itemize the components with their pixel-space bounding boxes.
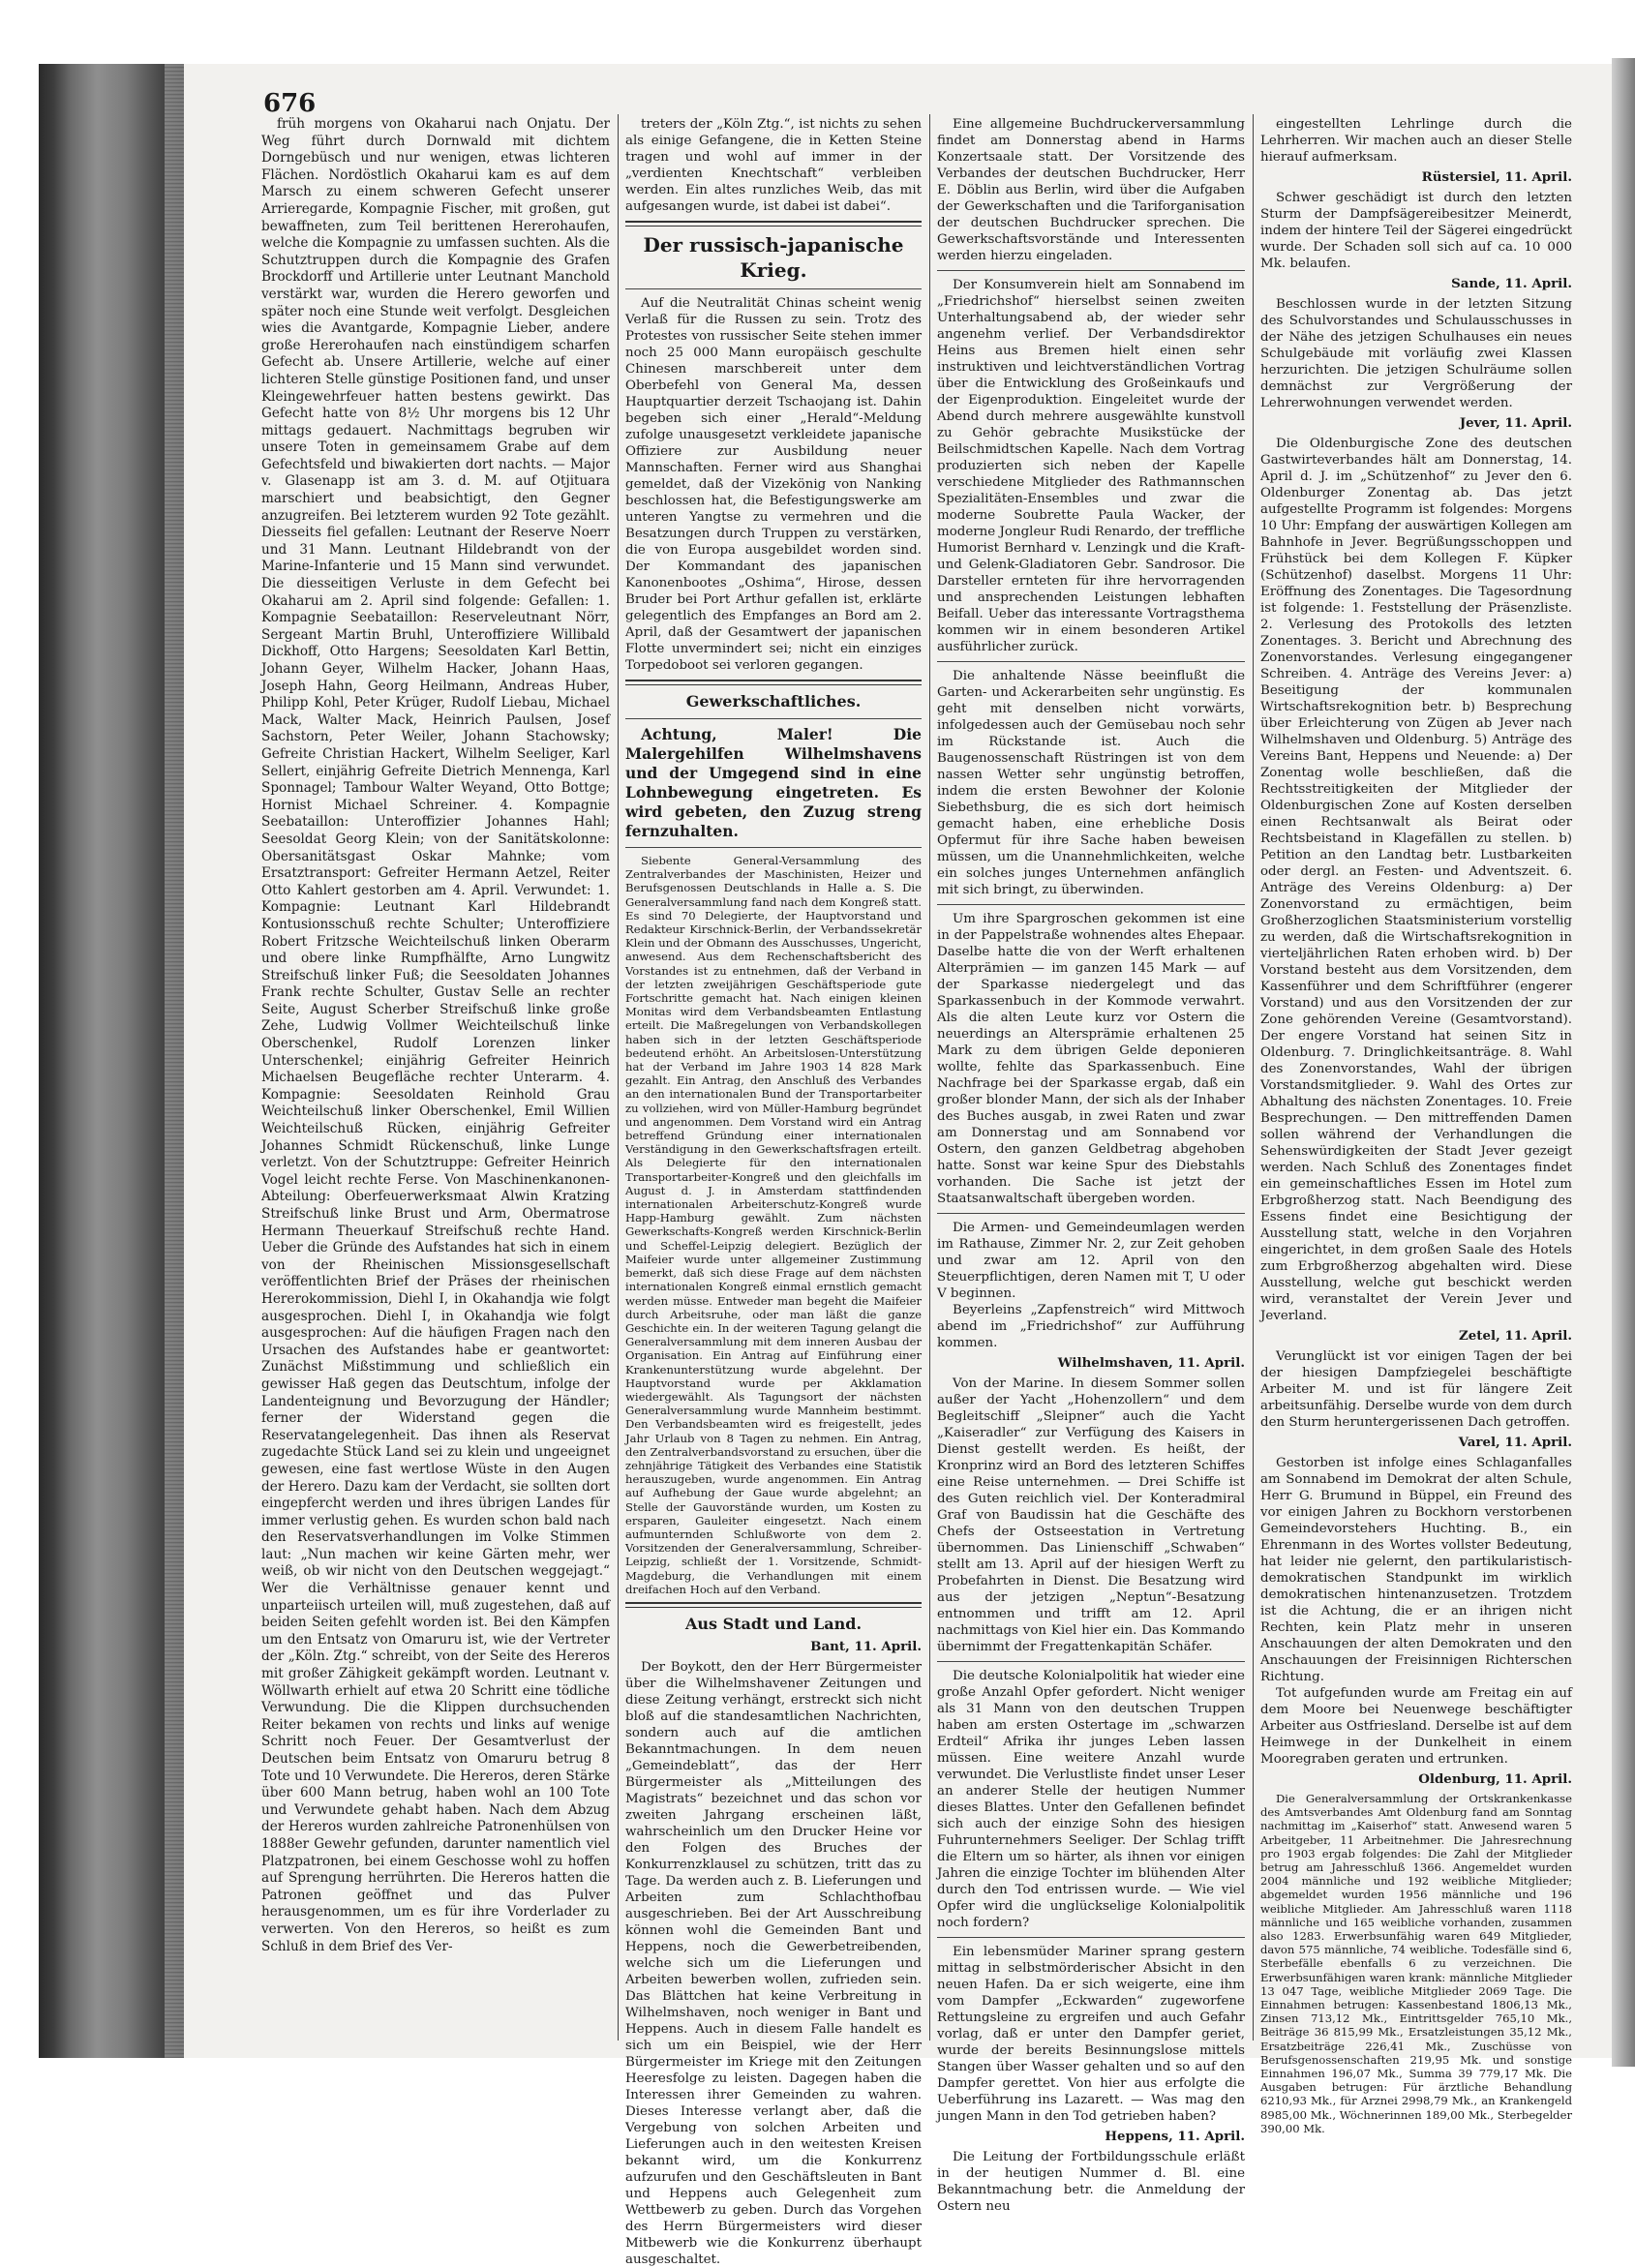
article-schule: Beschlossen wurde in der letzten Sitzung des Schulvorstandes und Schulausschusses in der Nähe des jetzigen Schulhauses ein neues Schulgebäude mit vorläufig zwei Klassen herzurichten. Die jetzigen Schulräume sollen demnächst zur Vergrößerung der Lehrerwohnungen verwendet werden.	[1260, 297, 1572, 410]
article-mariner: Ein lebensmüder Mariner sprang gestern mittag in selbstmörderischer Absicht in den neuen Hafen. Da er sich weigerte, eine ihm vom Dampfer „Eckwarden“ zugeworfene Rettungsleine zu ergreifen und auch Gefahr vorlag, daß er unter den Dampfer geriet, wurde der bereits Besinnungslose mittels Stangen über Wasser gehalten und so auf den Dampfer gerettet. Von hier aus erfolgte die Ueberführung ins Lazarett. — Was mag den jungen Mann in den Tod getrieben haben?	[937, 1945, 1245, 2124]
article-verungluekt: Verunglückt ist vor einigen Tagen der bei der hiesigen Dampfziegelei beschäftigte Arbeiter M. und ist für längere Zeit arbeitsunfähig. Derselbe wurde von dem durch den Sturm heruntergerissenen Dach getroffen.	[1260, 1349, 1572, 1430]
separator	[937, 661, 1245, 662]
article-sturm: Schwer geschädigt ist durch den letzten Sturm der Dampfsägereibesitzer Meinerdt, indem der hintere Teil der Sägerei eingedrückt wurde. Der Schaden soll sich auf ca. 10 000 Mk. belaufen.	[1260, 191, 1572, 271]
dateline-jever: Jever, 11. April.	[1459, 415, 1572, 431]
article-tot-aufgefunden: Tot aufgefunden wurde am Freitag ein auf dem Moore bei Neuenwege beschäftigter Arbeiter aus Ostfriesland. Derselbe ist auf dem Heimwege in der Dunkelheit in einem Mooregraben geraten und ertrunken.	[1260, 1686, 1572, 1767]
dateline-oldenburg: Oldenburg, 11. April.	[1418, 1771, 1572, 1787]
section-heading-war: Der russisch-japanische Krieg.	[643, 233, 904, 282]
page-number: 676	[263, 89, 317, 118]
article-gestorben: Gestorben ist infolge eines Schlaganfalles am Sonnabend im Demokrat der alten Schule, Herr G. Brumund in Büppel, ein Freund des vor einigen Jahren zu Bockhorn verstorbenen Gemeindevorstehers Huchting. B., ein Ehrenmann in des Wortes vollster Bedeutung, hat leider nie gelernt, den partikularistisch-demokratischen Standpunkt im wirklich demokratischen hintenanzusetzen. Trotzdem ist die Achtung, die er an ihrigen nicht Rechten, kein Platz mehr in unseren Anschauungen der alten Demokraten und den Anschauungen der Freisinnigen Richterschen Richtung.	[1260, 1456, 1572, 1684]
heading-rule	[625, 288, 922, 289]
separator	[937, 1213, 1245, 1214]
column-rule-2	[929, 114, 930, 2041]
dateline-heppens: Heppens, 11. April.	[1105, 2129, 1245, 2144]
war-article-text: Auf die Neutralität Chinas scheint wenig Verlaß für die Russen zu sein. Trotz des Protestes von russischer Seite stehen immer noch 25 000 Mann europäisch geschulte Chinesen marschbereit unter dem Oberbefehl von General Ma, dessen Hauptquartier derzeit Tschaojang ist. Dahin begeben sich einer „Herald“-Meldung zufolge unausgesetzt verkleidete japanische Offiziere zur Ausbildung neuer Mannschaften. Ferner wird aus Shanghai gemeldet, daß der Vizekönig von Nanking beschlossen hat, die Befestigungswerke am unteren Yangtse zu vermehren und die Besatzungen durch Truppen zu verstärken, die von Europa ausgebildet worden sind. Der Kommandant des japanischen Kanonenbootes „Oshima“, Hirose, dessen Bruder bei Port Arthur gefallen ist, erklärte gelegentlich des Empfanges an Bord am 2. April, daß der Gesamtwert der japanischen Flotte unvermindert sei; nicht ein einziges Torpedoboot sei verloren gegangen.	[625, 296, 922, 673]
column-rule-3	[1253, 114, 1254, 2041]
dateline-bant: Bant, 11. April.	[810, 1638, 922, 1654]
dateline-varel: Varel, 11. April.	[1458, 1435, 1572, 1450]
column-3	[937, 116, 1245, 2214]
article-spargroschen: Um ihre Spargroschen gekommen ist eine in der Pappelstraße wohnendes altes Ehepaar. Daselbe hatte die von der Werft erhaltenen Alterprämien — im ganzen 145 Mark — auf der Sparkasse niedergelegt und das Sparkassenbuch in der Kommode verwahrt. Als die alten Leute kurz vor Ostern die neuerdings an Altersprämie erhaltenen 25 Mark zu dem übrigen Gelde deponieren wollte, fehlte das Sparkassenbuch. Eine Nachfrage bei der Sparkasse ergab, daß ein großer blonder Mann, der sich als der Inhaber des Buches ausgab, in zwei Raten und zwar am Donnerstag und am Sonnabend vor Ostern, den ganzen Geldbetrag abgehoben hatte. Sonst war keine Spur des Diebstahls vorhanden. Die Sache ist jetzt der Staatsanwaltschaft übergeben worden.	[937, 912, 1245, 1206]
article-naesse: Die anhaltende Nässe beeinflußt die Garten- und Ackerarbeiten sehr ungünstig. Es geht mit denselben nicht vorwärts, infolgedessen auch der Gemüsebau noch sehr im Rückstande ist. Auch die Baugenossenschaft Rüstringen ist von dem nassen Wetter sehr ungünstig betroffen, indem die ersten Bewohner der Kolonie Siebethsburg, die es sich dort heimisch gemacht haben, eine erhebliche Dosis Opfermut für ihre Sache haben beweisen müssen, um die Unannehmlichkeiten, welche ein solches junges Unternehmen anfänglich mit sich bringt, zu überwinden.	[937, 669, 1245, 897]
right-page-shadow	[1612, 58, 1635, 2067]
article-zapfenstreich: Beyerleins „Zapfenstreich“ wird Mittwoch abend im „Friedrichshof“ zur Aufführung kommen.	[937, 1303, 1245, 1350]
section-divider	[625, 1602, 922, 1608]
column-4	[1260, 116, 1572, 2135]
section-heading-union: Gewerkschaftliches.	[685, 692, 862, 711]
section-divider	[625, 221, 922, 227]
column-2-intro: treters der „Köln Ztg.“, ist nichts zu sehen als einige Gefangene, die in Ketten Steine tragen und wohl auf immer in der „verdienten Knechtschaft“ verbleiben werden. Ein altes runzliches Weib, das mit aufgesangen wurde, ist dabei ist dabei“.	[625, 117, 922, 214]
union-alert-text: Achtung, Maler! Die Malergehilfen Wilhelmshavens und der Umgegend sind in eine Lohnbewegung eingetreten. Es wird gebeten, den Zuzug streng fernzuhalten.	[625, 725, 922, 840]
section-heading-local: Aus Stadt und Land.	[684, 1614, 863, 1633]
union-article-text: Siebente General-Versammlung des Zentralverbandes der Maschinisten, Heizer und Berufsgenossen Deutschlands in Halle a. S. Die Generalversammlung fand nach dem Kongreß statt. Es sind 70 Delegierte, der Hauptvorstand und Redakteur Kirschnick-Berlin, der Verbandssekretär Klein und der Obmann des Ausschusses, Ungericht, anwesend. Aus dem Rechenschaftsbericht des Vorstandes ist zu entnehmen, daß der Verband in der letzten zweijährigen Geschäftsperiode gute Fortschritte gemacht hat. Nach einigen kleinen Monitas wird dem Verbandsbeamten Entlastung erteilt. Die Maßregelungen von Verbandskollegen haben sich in der letzten Geschäftsperiode bedeutend erhöht. An Arbeitslosen-Unterstützung hat der Verband im Jahre 1903 14 828 Mark gezahlt. Ein Antrag, den Anschluß des Verbandes an den internationalen Bund der Transportarbeiter zu vollziehen, wird von Müller-Hamburg begründet und angenommen. Dem Vorstand wird ein Antrag betreffend Gründung einer internationalen Verständigung in den Gewerkschaftsfragen erteilt. Als Delegierte für den internationalen Transportarbeiter-Kongreß und den gleichfalls im August d. J. in Amsterdam stattfindenden internationalen Arbeiterschutz-Kongreß wurde Happ-Hamburg gewählt. Zum nächsten Gewerkschafts-Kongreß werden Kirschnick-Berlin und Scheffel-Leipzig delegiert. Bezüglich der Maifeier wurde unter allgemeiner Zustimmung bemerkt, daß sich diese Frage auf dem nächsten internationalen Kongreß einmal ernstlich gemacht werden müsse. Entweder man begeht die Maifeier durch Arbeitsruhe, oder man läßt die ganze Geschichte ein. In der weiteren Tagung gelangt die Generalversammlung mit dem inneren Ausbau der Organisation. Ein Antrag auf Einführung einer Krankenunterstützung wurde abgelehnt. Der Hauptvorstand wurde per Akklamation wiedergewählt. Als Tagungsort der nächsten Generalversammlung wurde Mannheim bestimmt. Den Verbandsbeamten wird es freigestellt, jedes Jahr Urlaub von 8 Tagen zu nehmen. Ein Antrag, den Zentralverbandsvorstand zu ersuchen, über die zehnjährige Tätigkeit des Verbandes eine Statistik herauszugeben, wurde angenommen. Ein Antrag auf Aufhebung der Gaue wurde abgelehnt; an Stelle der Gauvorstände wurden, um Kosten zu ersparen, Gauleiter eingesetzt. Nach einem aufmunternden Schlußworte von dem 2. Vorsitzenden der Generalversammlung, Schreiber-Leipzig, schließt der 1. Vorsitzende, Schmidt-Magdeburg, die Verhandlungen mit einem dreifachen Hoch auf den Verband.	[625, 854, 922, 1596]
article-buchdrucker: Eine allgemeine Buchdruckerversammlung findet am Donnerstag abend in Harms Konzertsaale statt. Der Vorsitzende des Verbandes der deutschen Buchdrucker, Herr E. Döblin aus Berlin, wird über die Aufgaben der Gewerkschaften und die Tariforganisation der deutschen Buchdrucker sprechen. Die Gewerkschaftsvorstände und Interessenten werden hierzu eingeladen.	[937, 117, 1245, 263]
dateline-sande: Sande, 11. April.	[1451, 276, 1572, 291]
separator	[625, 847, 922, 848]
dateline-ruestersiel: Rüstersiel, 11. April.	[1421, 169, 1572, 185]
dateline-zetel: Zetel, 11. April.	[1458, 1328, 1572, 1344]
article-ortskrankenkasse: Die Generalversammlung der Ortskrankenkasse des Amtsverbandes Amt Oldenburg fand am Sonntag nachmittag im „Kaiserhof“ statt. Anwesend waren 5 Arbeitgeber, 11 Arbeitnehmer. Die Jahresrechnung pro 1903 ergab folgendes: Die Zahl der Mitglieder betrug am Jahresschluß 1366. Angemeldet wurden 2004 männliche und 192 weibliche Mitglieder; abgemeldet wurden 1956 männliche und 196 weibliche Mitglieder. Am Jahresschluß waren 1118 männliche und 165 weibliche vorhanden, zusammen also 1283. Erwerbsunfähig waren 649 Mitglieder, davon 575 männliche, 74 weibliche. Todesfälle sind 6, Sterbefälle ebenfalls 6 zu verzeichnen. Die Erwerbsunfähigen waren krank: männliche Mitglieder 13 047 Tage, weibliche Mitglieder 2069 Tage. Die Einnahmen betrugen: Kassenbestand 1806,13 Mk., Zinsen 713,12 Mk., Eintrittsgelder 765,10 Mk., Beiträge 36 815,99 Mk., Ersatzleistungen 35,12 Mk., Ersatzbeiträge 226,41 Mk., Zuschüsse von Berufsgenossenschaften 219,95 Mk. und sonstige Einnahmen 196,07 Mk., Summa 39 779,17 Mk. Die Ausgaben betrugen: Für ärztliche Behandlung 6210,93 Mk., für Arznei 2998,79 Mk., an Krankengeld 8985,00 Mk., Wöchnerinnen 189,00 Mk., Sterbegelder 390,00 Mk.	[1260, 1792, 1572, 2135]
separator	[937, 1661, 1245, 1662]
column-1	[261, 116, 610, 2033]
column-1-text: früh morgens von Okaharui nach Onjatu. Der Weg führt durch Dornwald mit dichtem Dorngebüsch und nur wenigen, etwas lichteren Flächen. Nordöstlich Okaharui kam es auf dem Marsch zu einem schweren Gefecht unserer Arrieregarde, Kompagnie Fischer, mit großen, gut bewaffneten, zum Teil berittenen Hererohaufen, welche die Kompagnie zu umfassen suchten. Als die Schutztruppen durch die Kompagnie des Grafen Brockdorff und Artillerie unter Leutnant Manchold verstärkt war, wurden die Herero geworfen und später noch eine Stunde weit verfolgt. Desgleichen wies die Avantgarde, Kompagnie Lieber, andere große Hererohaufen nach einstündigem scharfen Gefecht ab. Unsere Artillerie, welche auf einer lichteren Stelle günstige Positionen fand, und unser Kleingewehrfeuer hatten bestens gewirkt. Das Gefecht hatte von 8½ Uhr morgens bis 12 Uhr mittags gedauert. Nachmittags begruben wir unsere Toten in gemeinsamem Grabe auf dem Gefechtsfeld und biwakierten dort nachts. — Major v. Glasenapp ist am 3. d. M. auf Otjituara marschiert und beabsichtigt, den Gegner anzugreifen. Bei letzterem wurden 92 Tote gezählt. Diesseits fiel gefallen: Leutnant der Reserve Noerr und 31 Mann. Leutnant Hildebrandt von der Marine-Infanterie und 15 Mann sind verwundet. Die diesseitigen Verluste in dem Gefecht bei Okaharui am 2. April sind folgende: Gefallen: 1. Kompagnie Seebataillon: Reserveleutnant Nörr, Sergeant Martin Bruhl, Unteroffiziere Willibald Dickhoff, Otto Hargens; Seesoldaten Karl Bettin, Johann Geyer, Wilhelm Hacker, Johann Haas, Joseph Hahn, Georg Heilmann, Andreas Huber, Philipp Kohl, Peter Krüger, Rudolf Liebau, Michael Mack, Walter Mack, Heinrich Paulsen, Josef Sachstorn, Peter Weiler, Johann Stachowsky; Gefreite Christian Hackert, Wilhelm Seeliger, Karl Sellert, einjährig Gefreite Dietrich Mennenga, Karl Sponnagel; Tambour Walter Weyand, Otto Bottge; Hornist Michael Schreiner. 4. Kompagnie Seebataillon: Unteroffizier Johannes Hahl; Seesoldat Georg Klein; von der Sanitätskolonne: Obersanitätsgast Oskar Mahnke; vom Ersatztransport: Gefreiter Hermann Aetzel, Reiter Otto Kahlert gestorben am 4. April. Verwundet: 1. Kompagnie: Leutnant Karl Hildebrandt Kontusionsschuß rechte Schulter; Unteroffiziere Robert Fritzsche Weichteilschuß linken Oberarm und obere linke Rumpfhälfte, Arno Lungwitz Streifschuß linker Fuß; die Seesoldaten Johannes Frank rechte Schulter, Gustav Selle an rechter Seite, August Scherber Streifschuß linke große Zehe, Ludwig Vollmer Weichteilschuß linke Oberschenkel, Rudolf Lorenzen linker Unterschenkel; einjährig Gefreiter Heinrich Michaelsen Beugefläche rechter Unterarm. 4. Kompagnie: Seesoldaten Reinhold Grau Weichteilschuß linker Oberschenkel, Emil Willien Weichteilschuß Rücken, einjährig Gefreiter Johannes Schmidt Rückenschuß, linke Lunge verletzt. Von der Schutztruppe: Gefreiter Heinrich Vogel leicht rechte Ferse. Von Maschinenkanonen-Abteilung: Oberfeuerwerksmaat Alwin Kratzing Streifschuß linke Brust und Arm, Obermatrose Hermann Theuerkauf Streifschuß rechte Hand. Ueber die Gründe des Aufstandes hat sich in einem von der Rheinischen Missionsgesellschaft veröffentlichten Brief der Präses der rheinischen Hererokommission, Diehl I, in Okahandja wie folgt ausgesprochen. Diehl I, in Okahandja wie folgt ausgesprochen: Auf die häufigen Fragen nach den Ursachen des Aufstandes habe er geantwortet: Zunächst Mißstimmung und schließlich ein gewisser Haß gegen das Deutschtum, infolge der Landenteignung und Bevorzugung der Händler; ferner der Widerstand gegen die Reservatangelegenheit. Das ihnen als Reservat zugedachte Stück Land sei zu klein und ungeeignet gewesen, eine fast wertlose Wüste in den Augen der Herero. Dazu kam der Verdacht, sie sollten dort eingepfercht werden und ihres übrigen Landes für immer verlustig gehen. Es wurden schon bald nach den Reservatsverhandlungen im Volke Stimmen laut: „Nun machen wir keine Gärten mehr, wer weiß, ob wir nicht von den Deutschen weggejagt.“ Wer die Verhältnisse genauer kennt und unparteiisch urteilen will, muß zugestehen, daß auf beiden Seiten gefehlt worden ist. Bei den Kämpfen um den Entsatz von Omaruru ist, wie der Vertreter der „Köln. Ztg.“ schreibt, von der Seite des Hereros mit großer Zähigkeit gekämpft worden. Leutnant v. Wöllwarth erhielt auf etwa 20 Schritt eine tödliche Verwundung. Die die Klippen durchsuchenden Reiter bekamen von rechts und links auf wenige Schritt noch Feuer. Der Gesamtverlust der Deutschen beim Entsatz von Omaruru betrug 8 Tote und 10 Verwundete. Die Hereros, deren Stärke über 600 Mann betrug, haben wohl an 100 Tote und Verwundete gehabt haben. Nach dem Abzug der Hereros wurden zahlreiche Patronenhülsen von 1888er Gewehr gefunden, darunter namentlich viel Platzpatronen, bei einem Geschosse wohl zu hoffen auf Sprengung herrührten. Die Hereros hatten die Patronen geöffnet und das Pulver herausgenommen, um es für ihre Vorderlader zu verwerten. Von den Hereros, so heißt es zum Schluß in dem Brief des Ver-	[261, 116, 610, 1954]
column-4-intro: eingestellten Lehrlinge durch die Lehrherren. Wir machen auch an dieser Stelle hierauf aufmerksam.	[1260, 117, 1572, 165]
section-divider	[625, 680, 922, 685]
heading-rule	[625, 718, 922, 719]
article-marine: Von der Marine. In diesem Sommer sollen außer der Yacht „Hohenzollern“ und dem Begleitschiff „Sleipner“ auch die Yacht „Kaiseradler“ zur Verfügung des Kaisers in Dienst gestellt werden. Es heißt, der Kronprinz wird an Bord des letzteren Schiffes eine Reise unternehmen. — Drei Schiffe ist des Guten reichlich viel. Der Konteradmiral Graf von Baudissin hat die Geschäfte des Chefs der Ostseestation in Vertretung übernommen. Das Linienschiff „Schwaben“ stellt am 13. April auf der hiesigen Werft zu Probefahrten in Dienst. Die Besatzung wird aus der jetzigen „Neptun“-Besatzung entnommen und trifft am 12. April nachmittags von Kiel hier ein. Das Kommando übernimmt der Fregattenkapitän Schäfer.	[937, 1376, 1245, 1654]
column-rule-1	[618, 114, 619, 2041]
article-umlagen: Die Armen- und Gemeindeumlagen werden im Rathause, Zimmer Nr. 2, zur Zeit gehoben und zwar am 12. April von den Steuerpflichtigen, deren Namen mit T, U oder V beginnen.	[937, 1221, 1245, 1301]
separator	[937, 1937, 1245, 1938]
local-article-text: Der Boykott, den der Herr Bürgermeister über die Wilhelmshavener Zeitungen und diese Zeitung verhängt, erstreckt sich nicht bloß auf die standesamtlichen Nachrichten, sondern auch auf die amtlichen Bekanntmachungen. In dem neuen „Gemeindeblatt“, das der Herr Bürgermeister als „Mitteilungen des Magistrats“ bezeichnet und das schon vor zweiten Jahrgang erscheinen läßt, wahrscheinlich um den Drucker Heine vor den Folgen des Bruches der Konkurrenzklausel zu schützen, tritt das zu Tage. Da werden auch z. B. Lieferungen und Arbeiten zum Schlachthofbau ausgeschrieben. Bei der Art Ausschreibung können wohl die Gemeinden Bant und Heppens, noch die Gewerbetreibenden, welche sich um die Lieferungen und Arbeiten bewerben wollen, zufrieden sein. Das Blättchen hat keine Verbreitung in Wilhelmshaven, noch weniger in Bant und Heppens. Auch in diesem Falle handelt es sich um ein Beispiel, wie der Herr Bürgermeister im Kriege mit den Zeitungen Heeresfolge zu leisten. Dagegen haben die Interessen ihrer Gemeinden zu wahren. Dieses Interesse verlangt aber, daß die Vergebung von solchen Arbeiten und Lieferungen auch in den weitesten Kreisen bekannt wird, um die Konkurrenz aufzurufen und den Geschäftsleuten in Bant und Heppens auch Gelegenheit zum Wettbewerb zu geben. Durch das Vorgehen des Herrn Bürgermeisters wird dieser Mitbewerb wie die Konkurrenz überhaupt ausgeschaltet.	[625, 1659, 922, 2267]
article-kolonialpolitik: Die deutsche Kolonialpolitik hat wieder eine große Anzahl Opfer gefordert. Nicht weniger als 31 Mann von den deutschen Truppen haben am ersten Ostertage im „schwarzen Erdteil“ Afrika ihr junges Leben lassen müssen. Eine weitere Anzahl wurde verwundet. Die Verlustliste findet unser Leser an anderer Stelle der heutigen Nummer dieses Blattes. Unter den Gefallenen befindet sich auch der einzige Sohn des hiesigen Fuhrunternehmers Seeliger. Der Schlag trifft die Eltern um so härter, als ihnen vor einigen Jahren die einzige Tochter im blühenden Alter durch den Tod entrissen wurde. — Wie viel Opfer wird die unglückselige Kolonialpolitik noch fordern?	[937, 1669, 1245, 1930]
article-fortbildungsschule: Die Leitung der Fortbildungsschule erläßt in der heutigen Nummer d. Bl. eine Bekanntmachung betr. die Anmeldung der Ostern neu	[937, 2150, 1245, 2214]
book-spine	[39, 64, 184, 2058]
article-konsumverein: Der Konsumverein hielt am Sonnabend im „Friedrichshof“ hierselbst seinen zweiten Unterhaltungsabend ab, der wieder sehr angenehm verlief. Der Verbandsdirektor Heins aus Bremen hielt einen sehr instruktiven und leichtverständlichen Vortrag über die Entwicklung des Großeinkaufs und der Eigenproduktion. Eingeleitet wurde der Abend durch mehrere ausgewählte kunstvoll zu Gehör gebrachte Musikstücke der Beilschmidtschen Kapelle. Nach dem Vortrag produzierten sich neben der Kapelle verschiedene Mitglieder des Rathmannschen Spezialitäten-Ensembles und zwar die moderne Soubrette Paula Wacker, der moderne Jongleur Rudi Renardo, der treffliche Humorist Bernhard v. Lenzingk und die Kraft- und Gelenk-Gladiatoren Gebr. Sandrosor. Die Darsteller ernteten für ihre hervorragenden und ansprechenden Leistungen lebhaften Beifall. Ueber das interessante Vortragsthema kommen wir in einem besonderen Artikel ausführlicher zurück.	[937, 278, 1245, 654]
separator	[937, 904, 1245, 905]
page-stack-edge	[165, 64, 184, 2058]
column-2	[625, 116, 922, 2267]
separator	[937, 270, 1245, 271]
dateline-wilhelmshaven: Wilhelmshaven, 11. April.	[1057, 1355, 1245, 1371]
article-gastwirte: Die Oldenburgische Zone des deutschen Gastwirteverbandes hält am Donnerstag, 14. April d. J. im „Schützenhof“ zu Jever den 6. Oldenburger Zonentag ab. Das jetzt aufgestellte Programm ist folgendes: Morgens 10 Uhr: Empfang der auswärtigen Kollegen am Bahnhofe in Jever. Begrüßungsschoppen und Frühstück bei dem Kollegen F. Küpker (Schützenhof) daselbst. Morgens 11 Uhr: Eröffnung des Zonentages. Die Tagesordnung ist folgende: 1. Feststellung der Präsenzliste. 2. Verlesung des Protokolls des letzten Zonentages. 3. Bericht und Abrechnung des Zonenvorstandes. Verlesung eingegangener Schreiben. 4. Anträge des Vereins Jever: a) Beseitigung der kommunalen Wirtschaftsrekognition betr. b) Besprechung über Erleichterung von Zügen ab Jever nach Wilhelmshaven und Oldenburg. 5) Anträge des Vereins Bant, Heppens und Neuende: a) Der Zonentag wolle beschließen, daß die Rechtsstreitigkeiten der Mitglieder der Oldenburgischen Zone auf Kosten derselben einen Rechtsanwalt als Beirat oder Rechtsbeistand in Klagefällen zu stellen. b) Petition an den Landtag betr. Lustbarkeiten oder dergl. an Festen- und Adventszeit. 6. Anträge des Vereins Oldenburg: a) Der Zonenvorstand zu ermächtigen, beim Großherzoglichen Staatsministerium vorstellig zu werden, daß die Wirtschaftsrekognition in vierteljährlichen Raten erhoben wird. b) Der Vorstand besteht aus dem Vorsitzenden, dem Kassenführer und dem Schriftführer (engerer Vorstand) und aus den Vorsitzenden der zur Zone gehörenden Vereine (Gesamtvorstand). Der engere Vorstand hat seinen Sitz in Oldenburg. 7. Dringlichkeitsanträge. 8. Wahl des Zonenvorstandes, Wahl der übrigen Vorstandsmitglieder. 9. Wahl des Ortes zur Abhaltung des nächsten Zonentages. 10. Freie Besprechungen. — Den mittreffenden Damen sollen während der Verhandlungen die Sehenswürdigkeiten der Stadt Jever gezeigt werden. Nach Schluß des Zonentages findet ein gemeinschaftliches Essen im Hotel zum Erbgroßherzog statt. Nach Beendigung des Essens findet eine Besichtigung der Ausstellung statt, welche in den Vorjahren eingerichtet, in dem großen Saale des Hotels zum Erbgroßherzog abgehalten wird. Diese Ausstellung, welche gut beschickt werden wird, veranstaltet der Verein Jever und Jeverland.	[1260, 437, 1572, 1323]
